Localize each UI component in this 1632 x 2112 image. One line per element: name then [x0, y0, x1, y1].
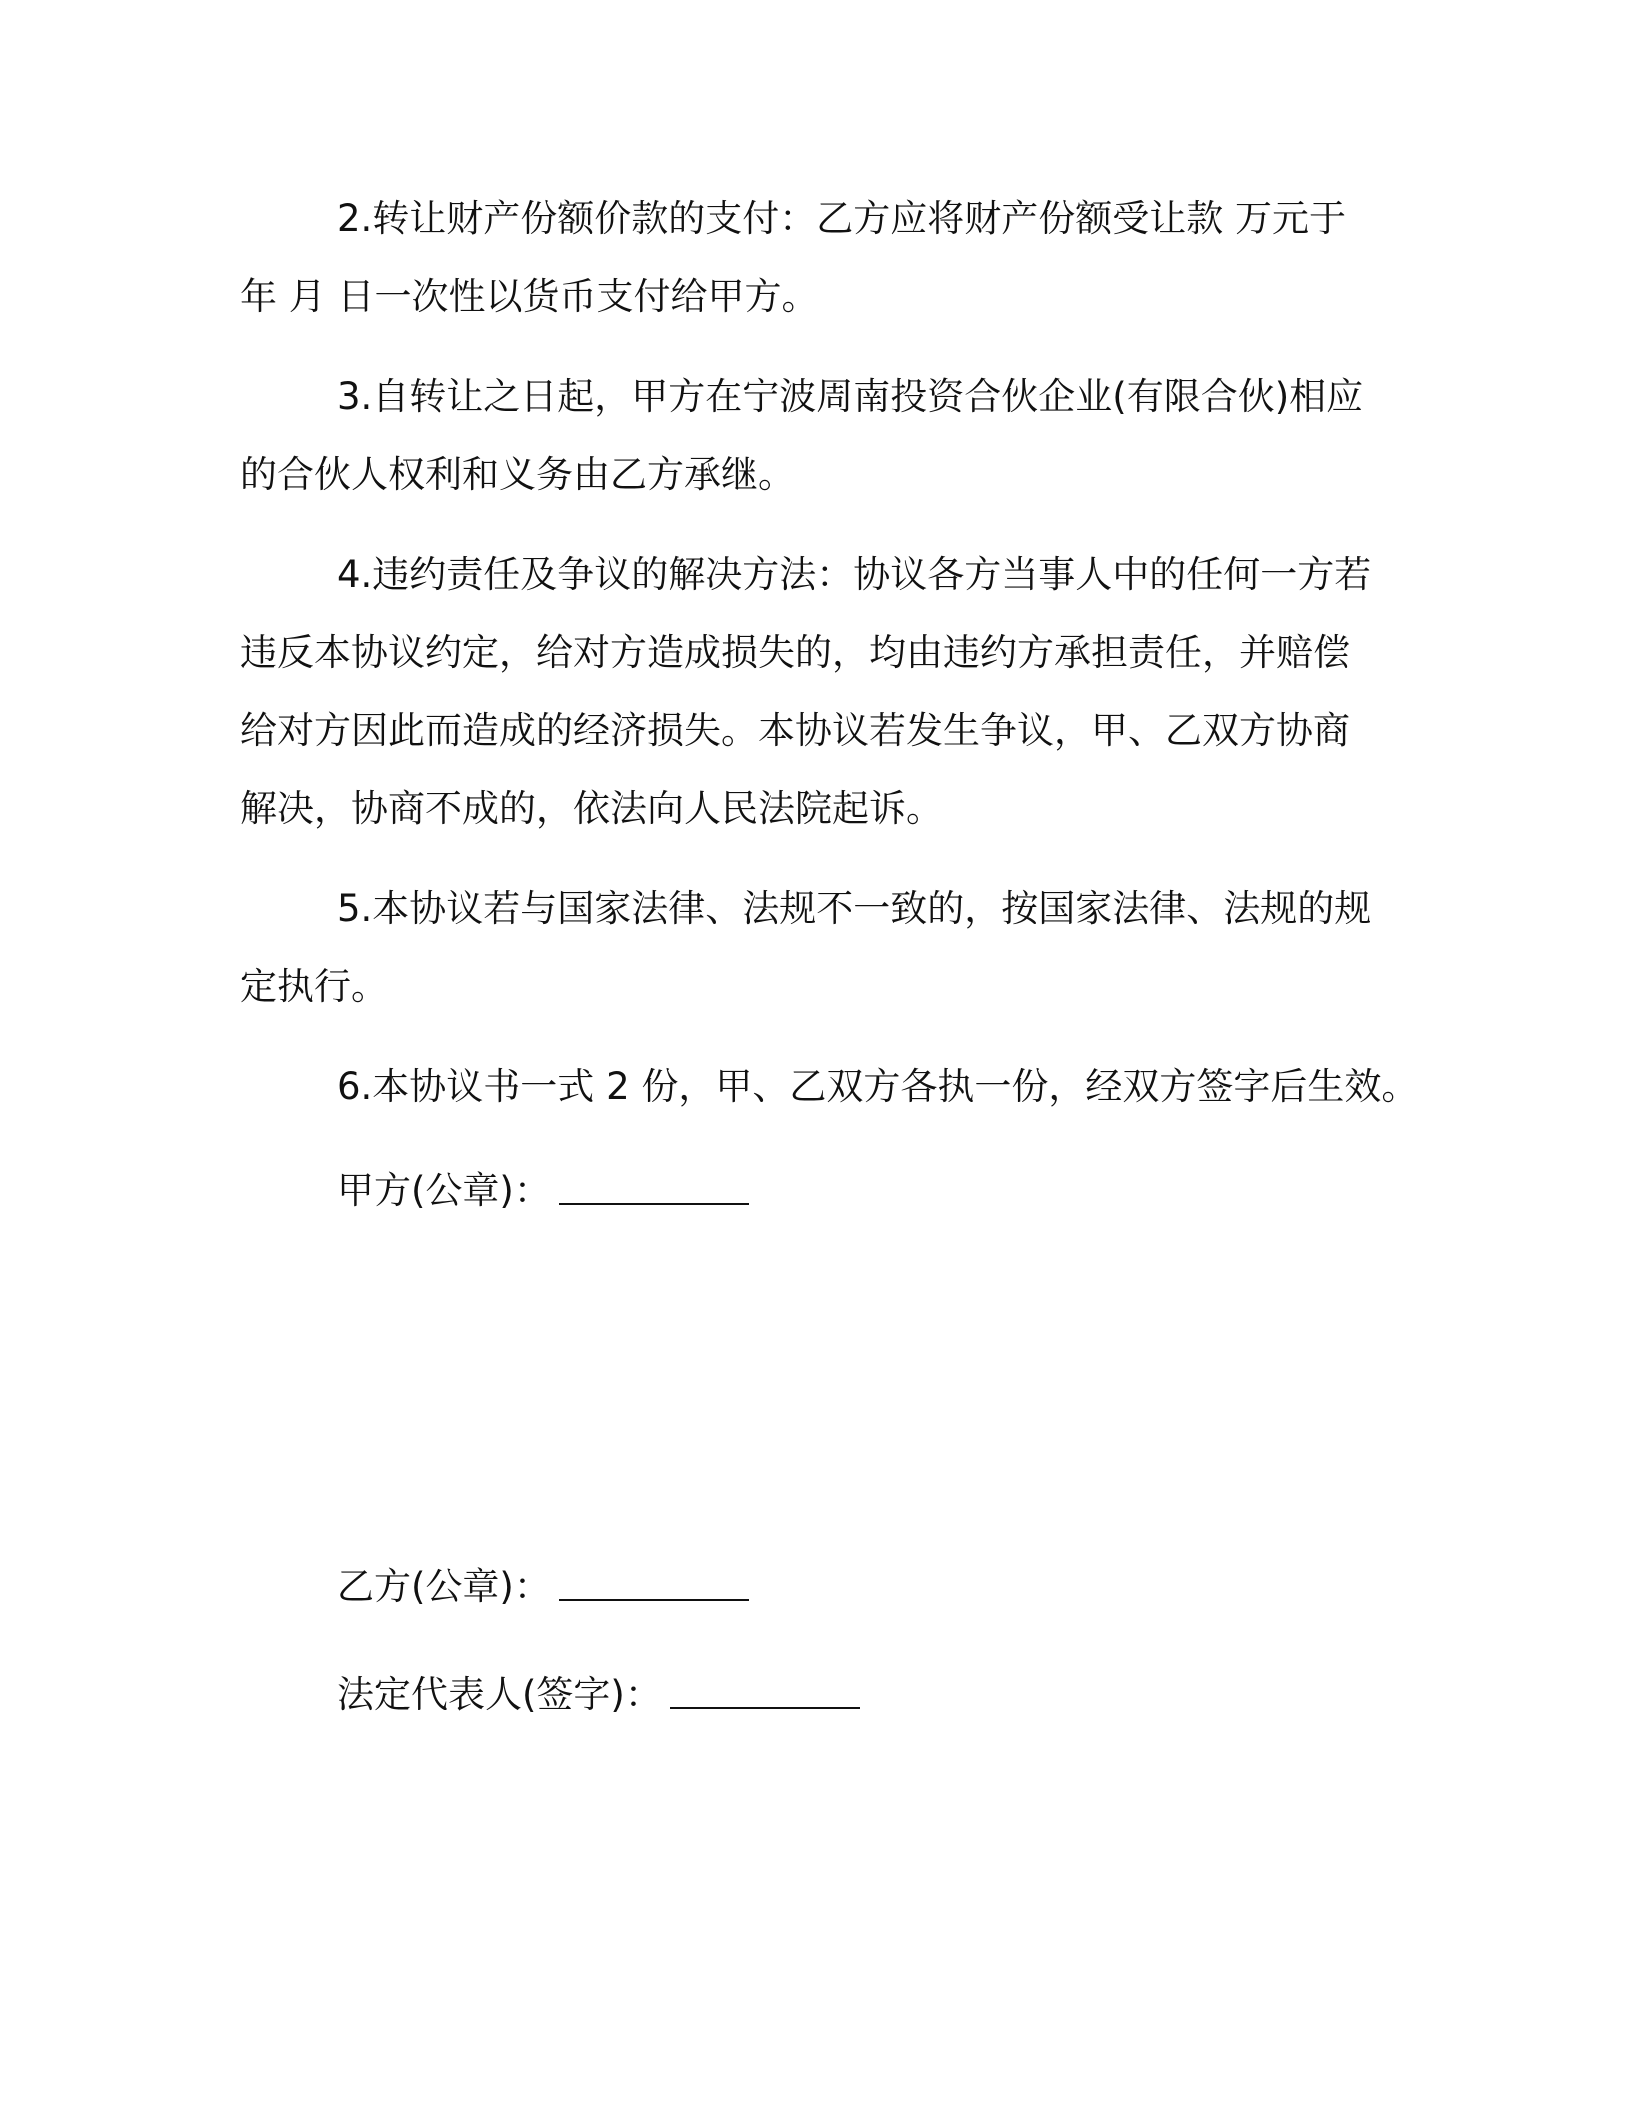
legal-rep-signature-blank [670, 1677, 860, 1709]
party-b-seal-blank [559, 1569, 749, 1601]
clause-5-line-2: 定执行。 [240, 965, 388, 1008]
legal-rep-signature-line [337, 1656, 860, 1734]
party-a-seal-blank [559, 1173, 749, 1205]
clause-3-line-1: 3.自转让之日起，甲方在宁波周南投资合伙企业(有限合伙)相应 [337, 375, 1364, 418]
clause-4-line-2: 违反本协议约定，给对方造成损失的，均由违约方承担责任，并赔偿 [240, 631, 1350, 674]
clause-4-line-1: 4.违约责任及争议的解决方法：协议各方当事人中的任何一方若 [337, 553, 1372, 596]
party-b-seal-label: 乙方(公章)： [337, 1565, 551, 1608]
party-a-seal-line [337, 1152, 749, 1230]
legal-rep-signature-label: 法定代表人(签字)： [337, 1673, 662, 1716]
clause-2-line-1: 2.转让财产份额价款的支付：乙方应将财产份额受让款 万元于 [337, 197, 1347, 240]
party-a-seal-label: 甲方(公章)： [337, 1169, 551, 1212]
clause-4-line-3: 给对方因此而造成的经济损失。本协议若发生争议，甲、乙双方协商 [240, 709, 1350, 752]
clause-3-line-2: 的合伙人权利和义务由乙方承继。 [240, 453, 795, 496]
clause-5-line-1: 5.本协议若与国家法律、法规不一致的，按国家法律、法规的规 [337, 887, 1372, 930]
clause-4-line-4: 解决，协商不成的，依法向人民法院起诉。 [240, 787, 943, 830]
clause-2-line-2: 年 月 日一次性以货币支付给甲方。 [240, 275, 819, 318]
party-b-seal-line [337, 1548, 749, 1626]
clause-6-line-1: 6.本协议书一式 2 份，甲、乙双方各执一份，经双方签字后生效。 [337, 1065, 1419, 1108]
